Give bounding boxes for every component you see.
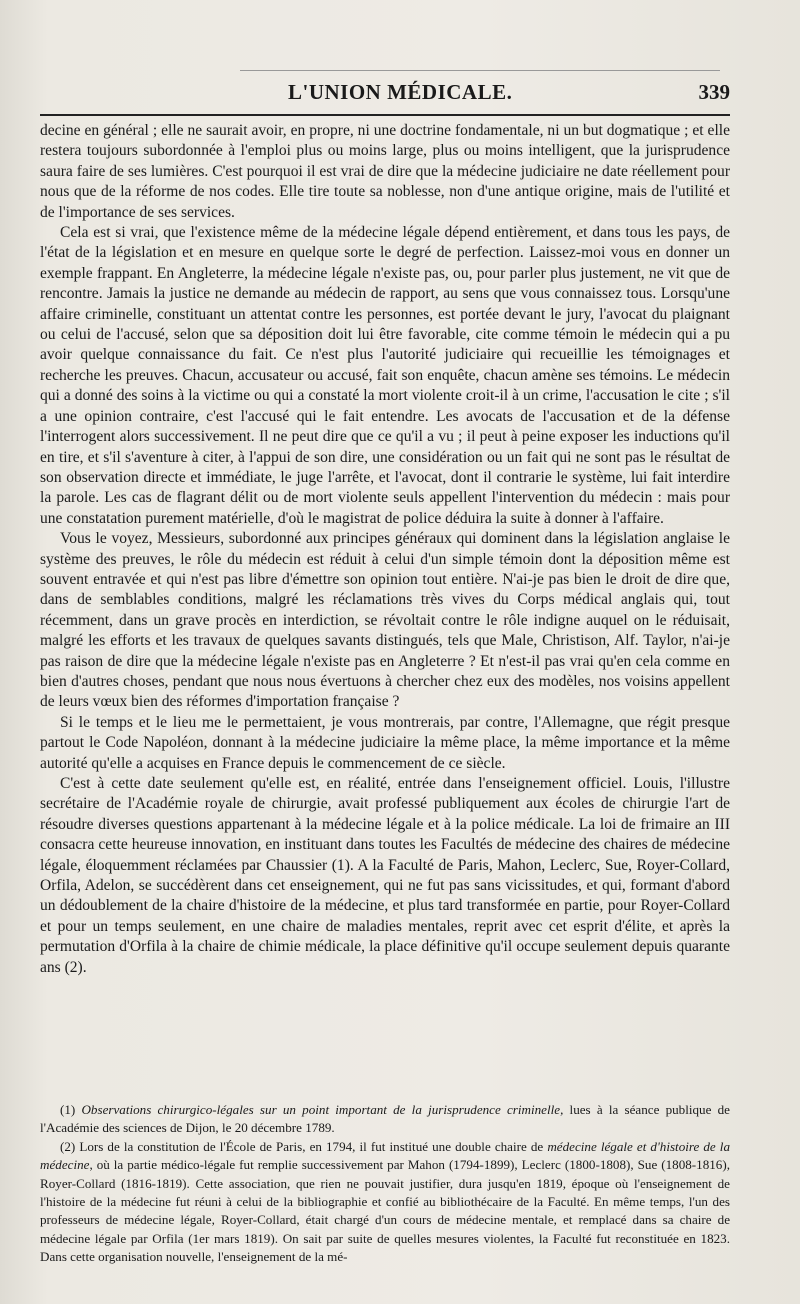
paragraph: Si le temps et le lieu me le permettaient, je vous montrerais, par contre, l'Allemagne, que régit presque partout le Code Napoléon, donnant à la médecine judiciaire la même place, la même importance et la même autorité qu'elle a acquises en France depuis le commencement de ce siècle.: [40, 713, 730, 772]
paragraph: C'est à cette date seulement qu'elle est, en réalité, entrée dans l'enseignement officiel. Louis, l'illustre secrétaire de l'Académie royale de chirurgie, avait professé publiquement aux écoles de chirurgie l'art de résoudre diverses questions appartenant à la médecine légale et à la police médicale. La loi de frimaire an III consacra cette heureuse innovation, en instituant dans toutes les Facultés de médecine des chaires de médecine légale, éloquemment réclamées par Chaussier (1). A la Faculté de Paris, Mahon, Leclerc, Sue, Royer-Collard, Orfila, Adelon, se succédèrent dans cet enseignement, qui ne fut pas sans vicissitudes, et qui, formant d'abord un dédoublement de la chaire d'histoire de la médecine, et plus tard transformée en partie, pour Royer-Collard et pour un temps seulement, en une chaire de maladies mentales, reprit avec cet esprit d'élite, et après la permutation d'Orfila à la chaire de chimie médicale, la place définitive qu'il occupe seulement depuis quarante ans (2).: [40, 775, 730, 976]
page-header: [40, 80, 730, 112]
header-rule: [40, 114, 730, 116]
footnote-1-title: Observations chirurgico-légales sur un point important de la jurisprudence criminelle,: [81, 1102, 564, 1117]
paragraph: Cela est si vrai, que l'existence même de la médecine légale dépend entièrement, et dans tous les pays, de l'état de la législation et en mesure en quelque sorte le degré de perfection. Laissez-moi vous en donner un exemple frappant. En Angleterre, la médecine légale n'existe pas, ou, pour parler plus justement, ne vit que de rencontre. Jamais la justice ne demande au médecin de rapport, au sens que vous connaissez tous. Lorsqu'une affaire criminelle, constituant un attentat contre les personnes, est portée devant le jury, l'avocat du plaignant ou celui de l'accusé, selon que sa déposition doit lui être favorable, cite comme témoin le médecin qui a pu avoir quelque connaissance du fait. Ce n'est plus l'autorité judiciaire qui recueillie les témoignages et recherche les preuves. Chacun, accusateur ou accusé, fait son enquête, chacun amène ses témoins. Le médecin qui a donné des soins à la victime ou qui a constaté la mort violente croit-il à un crime, l'accusation le cite ; s'il a une opinion contraire, c'est l'accusé qui le fait entendre. Les avocats de l'accusation et de la défense l'interrogent alors successivement. Il ne peut dire que ce qu'il a vu ; il peut à peine exposer les inductions qu'il en tire, et s'il s'aventure à citer, à l'appui de son dire, une considération ou un fait qui ne sont pas le résultat de son observation directe et immédiate, le juge l'arrête, et l'avocat, dont il contrarie le système, lui fait interdire la parole. Les cas de flagrant délit ou de mort violente seuls appellent l'intervention du médecin : mais pour une constatation purement matérielle, d'où le magistrat de police déduira la suite à donner à l'affaire.: [40, 224, 730, 527]
top-rule: [240, 70, 720, 71]
footnote-2-title: médecine légale et d'histoire de la médecine: [40, 1138, 730, 1173]
running-head: L'UNION MÉDICALE.: [288, 80, 513, 104]
footnote-1-marker: (1): [60, 1102, 82, 1117]
footnotes: [40, 1101, 730, 1267]
footnote-1: [40, 1101, 730, 1138]
paragraph: decine en général ; elle ne saurait avoir, en propre, ni une doctrine fondamentale, ni un but dogmatique ; et elle restera toujours subordonnée à l'emploi plus ou moins large, plus ou moins intelligent, que la jurisprudence saura faire de ses lumières. C'est pourquoi il est vrai de dire que la médecine judiciaire ne date réellement pour nous que de la réforme de nos codes. Elle tire toute sa noblesse, non d'une antique origine, mais de l'utilité et de l'importance de ses services.: [40, 122, 730, 221]
footnote-2-text-start: (2) Lors de la constitution de l'École de Paris, en 1794, il fut institué une double chaire de: [60, 1138, 548, 1154]
body-text: [40, 121, 730, 978]
footnote-2-text: , où la partie médico-légale fut remplie successivement par Mahon (1794-1899), Leclerc (1800-1808), Sue (1808-1816), Royer-Collard (1816-1819). Cette association, que rien ne pouvait justifier, dura jusqu'en 1819, époque où l'enseignement de l'histoire de la médecine fut réuni à celui de la bibliographie et confié au bibliothécaire de la Faculté. En même temps, l'un des professeurs de médecine légale, Royer-Collard, était chargé d'un cours de médecine mentale, et remplacé dans sa chaire de médecine légale par Orfila (1er mars 1819). On sait par suite de quelles mesures violentes, la Faculté fut reconstituée en 1823. Dans cette organisation nouvelle, l'enseignement de la mé-: [40, 1157, 730, 1265]
footnote-1-text: lues à la séance publique de l'Académie des sciences de Dijon, le 20 décembre 1789.: [40, 1102, 730, 1136]
paragraph: Vous le voyez, Messieurs, subordonné aux principes généraux qui dominent dans la législation anglaise le système des preuves, le rôle du médecin est réduit à celui d'un simple témoin dont la déposition même est souvent entravée et qui n'est pas libre d'émettre son opinion tout entière. N'ai-je pas bien le droit de dire que, dans de semblables conditions, malgré les réclamations très vives du Corps médical anglais qui, tout récemment, dans un grave procès en interdiction, se révoltait contre le rôle indigne auquel on le réduisait, malgré les efforts et les travaux de quelques savants distingués, tels que Male, Christison, Alf. Taylor, n'ai-je pas raison de dire que la médecine légale n'existe pas en Angleterre ? Et n'est-il pas vrai qu'en cela comme en bien d'autres choses, pendant que nous nous évertuons à chercher chez eux des modèles, nos voisins appellent de leurs vœux bien des réformes d'importation française ?: [40, 530, 730, 711]
footnote-2: [40, 1138, 730, 1267]
page-number: 339: [698, 80, 730, 104]
